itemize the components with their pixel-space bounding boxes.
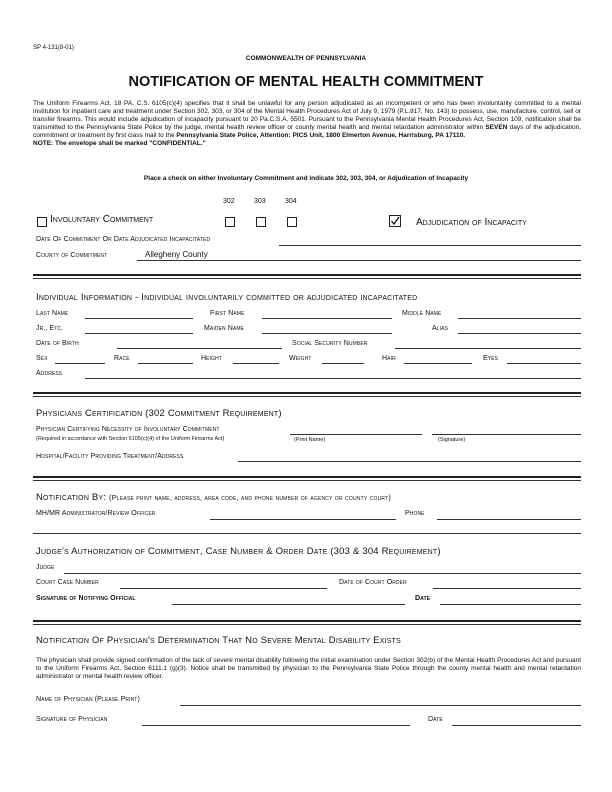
section-divider-thin [33,624,581,625]
adjudication-checkbox[interactable] [389,215,401,227]
sex-label: Sex [36,355,48,362]
individual-info-title: Individual Information - Individual involuntarily committed or adjudicated incapacitated [36,292,418,303]
adjudication-label: Adjudication of Incapacity [416,217,527,228]
judge-title: Judge's Authorization of Commitment, Case Number & Order Date (303 & 304 Requirement) [36,546,441,557]
physician-name-label: Name of Physician (Please Print) [36,696,140,703]
hospital-field[interactable] [238,461,581,462]
officer-field[interactable] [210,519,396,520]
phone-label: Phone [405,510,425,517]
no-disability-paragraph: The physician shall provide signed confirmation of the lack of severe mental disability following the initial examination under Section 302(b) of the Mental Health Procedures Act and pursuant to the Uniform Firearms Act, Section 6111.1 (g)(3). Notice shall be transmitted by physician to the Pennsylvania State Police through the county mental health and mental retardation administrator or mental health review officer. [36,657,581,680]
alias-label: Alias [432,325,449,332]
section-divider-thin [33,533,581,534]
first-name-field[interactable] [262,318,392,319]
address-label: Address [36,370,63,377]
signature-caption: (Signature) [438,437,466,443]
page-title: NOTIFICATION OF MENTAL HEALTH COMMITMENT [128,74,484,90]
certifying-physician-label: Physician Certifying Necessity of Involuntary Commitment [36,426,220,433]
dob-label: Date of Birth [36,340,79,347]
print-name-caption: (Print Name) [294,437,326,443]
judge-label: Judge [36,564,55,571]
case-number-field[interactable] [120,588,327,589]
section-303-label: 303 [254,198,266,205]
race-label: Race [114,355,130,362]
ssn-label: Social Security Number [292,340,368,347]
section-divider [33,392,581,394]
race-field[interactable] [138,363,193,364]
hair-label: Hair [382,355,396,362]
eyes-field[interactable] [507,363,581,364]
address-field[interactable] [85,378,581,379]
physician-signature-field[interactable] [432,434,581,435]
dob-field[interactable] [117,348,282,349]
hospital-label: Hospital/Facility Providing Treatment/Address [36,453,184,460]
section-divider-thin [33,396,581,397]
first-name-label: First Name [210,310,245,317]
involuntary-commitment-label: Involuntary Commitment [50,214,154,225]
case-number-label: Court Case Number [36,579,99,586]
section-302-label: 302 [223,198,235,205]
notification-by-title [36,492,391,503]
physician-signature-line[interactable] [142,725,410,726]
involuntary-commitment-checkbox[interactable] [37,217,47,227]
eyes-label: Eyes [483,355,499,362]
jr-etc-field[interactable] [85,333,193,334]
commonwealth-heading: COMMONWEALTH OF PENNSYLVANIA [245,55,367,62]
order-date-field[interactable] [433,588,581,589]
officer-label: MH/MR Administrator/Review Officer [36,510,156,517]
commitment-date-label: Date Of Commitment Or Date Adjudicated Incapacitated [36,236,211,243]
county-label: County of Commitment [36,252,108,259]
intro-address: Pennsylvania State Police, Attention: PICS Unit, 1800 Elmerton Avenue, Harrisburg, PA 17110. [176,132,466,139]
notification-by-sub: (Please print name, address, area code, and phone number of agency or county court) [109,493,392,502]
physician-signature-label: Signature of Physician [36,716,108,723]
notifying-date-field[interactable] [440,604,581,605]
notification-by-main: Notification By: [36,492,107,503]
required-note: (Required in accordance with Section 6105(c)(4) of the Uniform Firearms Act) [36,436,225,442]
last-name-field[interactable] [85,318,193,319]
order-date-label: Date of Court Order [339,579,407,586]
intro-text: The Uniform Firearms Act, 18 PA. C.S. 6105(c)(4) specifies that it shall be unlawful for any person adjudicated as an incompetent or who has been involuntarily committed to a mental institution for inpatient care and treatment under Section 302, 303, or 304 of the Mental Health Procedures Act of July 9, 1979 (P.L.817, No. 143) to possess, use, manufacture, control, sell or transfer firearms. This would include adjudication of incapacity pursuant to 20 Pa.C.S.A. 5501. Pursuant to the Pennsylvania Mental Health Procedures Act, Section 109, notification shall be transmitted to the Pennsylvania State Police by the judge, mental health review officer or county mental health and mental retardation administrator within [33,100,581,131]
middle-name-label: Middle Name [402,310,442,317]
county-field[interactable] [137,260,581,261]
section-divider [33,476,581,478]
hair-field[interactable] [404,363,472,364]
no-disability-title: Notification Of Physician's Determination That No Severe Mental Disability Exists [36,635,401,646]
height-field[interactable] [233,363,279,364]
physician-name-field[interactable] [180,705,581,706]
check-instruction: Place a check on either Involuntary Commitment and indicate 302, 303, 304, or Adjudication of Incapacity [143,175,469,182]
intro-paragraph [33,100,581,148]
height-label: Height [201,355,222,362]
physician-print-name-field[interactable] [290,434,422,435]
judge-field[interactable] [64,573,581,574]
notifying-date-label: Date [415,595,431,602]
physician-date-label: Date [428,716,443,723]
physician-cert-title: Physicians Certification (302 Commitment Requirement) [36,408,282,419]
maiden-name-label: Maiden Name [204,325,245,332]
phone-field[interactable] [437,519,581,520]
sex-field[interactable] [55,363,105,364]
jr-etc-label: Jr., Etc. [36,325,64,332]
intro-note: NOTE: The envelope shall be marked "CONFIDENTIAL." [33,140,206,147]
physician-date-field[interactable] [452,725,581,726]
form-number: SP 4-131(8-01) [33,45,74,51]
section-divider [33,620,581,622]
commitment-date-field[interactable] [279,245,581,246]
intro-text-2: days of the adjudication, commitment or treatment by first class mail to the [33,124,581,139]
notifying-official-signature-field[interactable] [172,604,405,605]
last-name-label: Last Name [36,310,69,317]
weight-label: Weight [289,355,312,362]
weight-field[interactable] [322,363,364,364]
section-303-checkbox[interactable] [256,217,266,227]
checkmark-icon [390,216,400,226]
alias-field[interactable] [458,333,581,334]
section-302-checkbox[interactable] [225,217,235,227]
middle-name-field[interactable] [458,318,581,319]
section-304-label: 304 [285,198,297,205]
intro-seven: SEVEN [485,124,508,131]
section-divider [33,274,581,276]
county-value[interactable]: Allegheny County [145,250,208,259]
ssn-field[interactable] [395,348,581,349]
section-divider-thin [33,480,581,481]
section-304-checkbox[interactable] [287,217,297,227]
notifying-official-signature-label: Signature of Notifying Official [36,595,136,602]
section-divider-thin [33,278,581,279]
maiden-name-field[interactable] [262,333,392,334]
